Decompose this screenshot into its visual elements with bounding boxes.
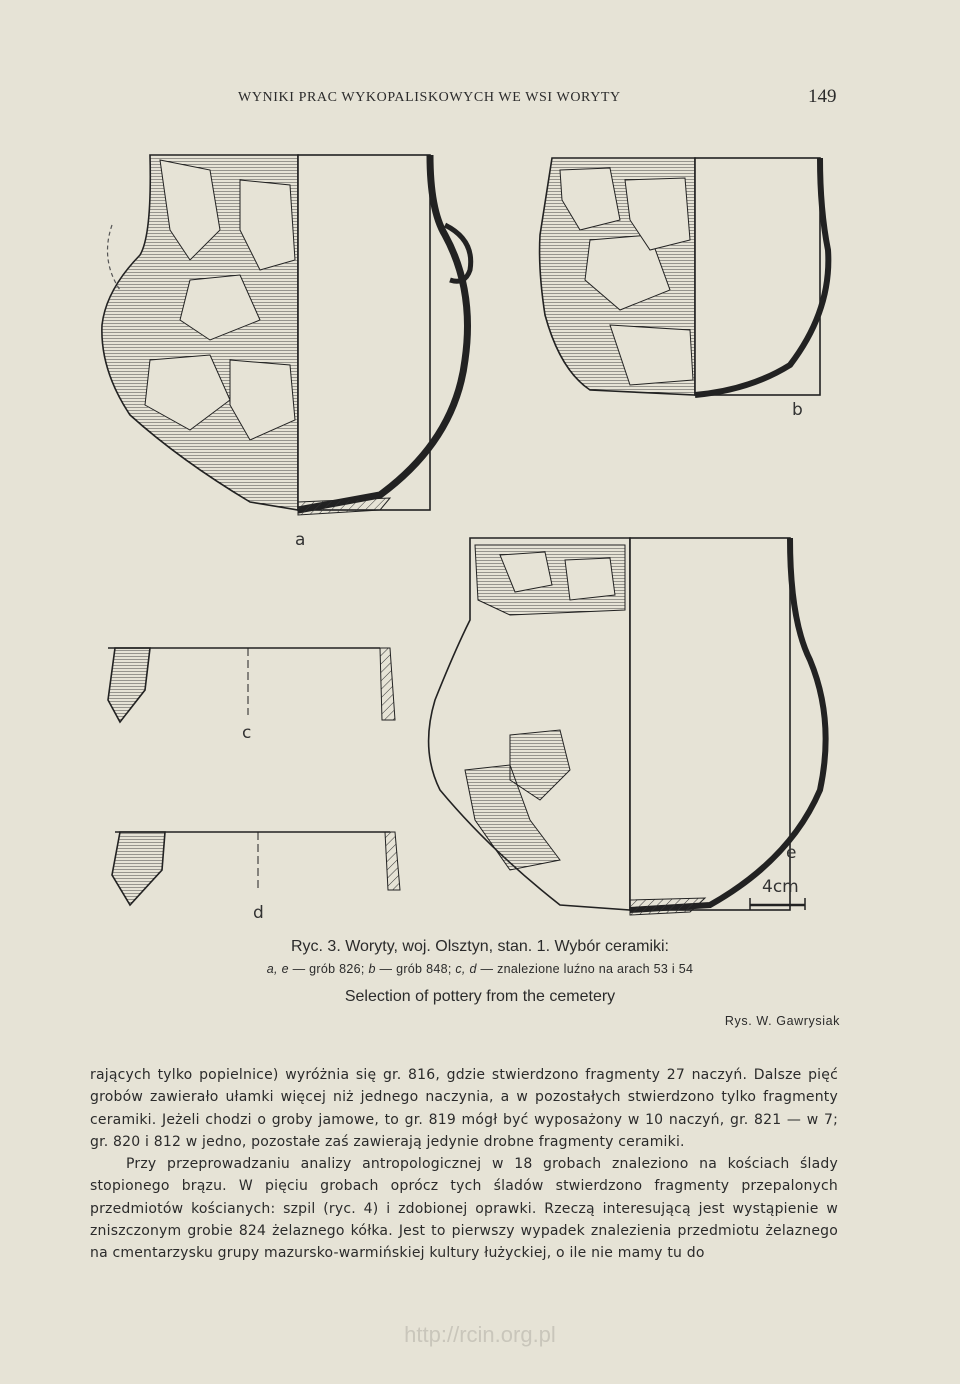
label-c: c xyxy=(242,723,252,743)
figure-caption xyxy=(0,938,960,1006)
body-text xyxy=(90,1064,838,1265)
vessel-a xyxy=(102,155,471,550)
label-d: d xyxy=(253,903,264,923)
page-number: 149 xyxy=(808,86,837,107)
label-e: e xyxy=(786,843,797,863)
running-title: WYNIKI PRAC WYKOPALISKOWYCH WE WSI WORYTY xyxy=(238,90,621,105)
caption-cd: c, d xyxy=(455,962,477,976)
paragraph-2: Przy przeprowadzaniu analizy antropologicznej w 18 grobach znaleziono na kościach ślady stopionego brązu. W pięciu grobach oprócz tych śladów stwierdzono fragmenty przepalonych przedmiotów kościanych: szpil (ryc. 4) i zdobionej oprawki. Rzeczą interesującą jest wystąpienie w zniszczonym grobie 824 żelaznego kółka. Jest to pierwszy wypadek znalezienia przedmiotu żelaznego na cmentarzysku grupy mazursko-warmińskiej kultury łużyckiej, o ile nie mamy tu do xyxy=(90,1156,838,1262)
pottery-figure xyxy=(90,140,850,930)
drawing-credit: Rys. W. Gawrysiak xyxy=(724,1014,840,1028)
label-a: a xyxy=(295,530,306,550)
caption-b: b xyxy=(368,962,376,976)
vessel-b xyxy=(540,158,829,420)
paragraph-1: rających tylko popielnice) wyróżnia się gr. 816, gdzie stwierdzono fragmenty 27 naczyń. Dalsze pięć grobów zawierało ułamki więcej niż jednego naczynia, a w pozostałych stwierdzono tylko fragmenty ceramiki. Jeżeli chodzi o groby jamowe, to gr. 819 mógł być wyposażony w 10 naczyń, gr. 821 — w 7; gr. 820 i 812 w jedno, pozostałe zaś zawierają jedynie drobne fragmenty ceramiki. xyxy=(90,1067,838,1150)
caption-cd-text: — znalezione luźno na arach 53 i 54 xyxy=(476,962,694,976)
label-b: b xyxy=(792,400,803,420)
watermark: http://rcin.org.pl xyxy=(404,1322,556,1347)
caption-line-3: Selection of pottery from the cemetery xyxy=(344,988,616,1005)
fragment-d xyxy=(112,832,400,923)
vessel-e xyxy=(429,538,826,915)
caption-ae: a, e xyxy=(266,962,289,976)
caption-b-text: — grób 848; xyxy=(375,962,456,976)
caption-line-1: Ryc. 3. Woryty, woj. Olsztyn, stan. 1. Wybór ceramiki: xyxy=(290,938,669,955)
fragment-c xyxy=(108,648,395,743)
caption-line-2 xyxy=(0,962,960,976)
caption-ae-text: — grób 826; xyxy=(288,962,369,976)
scale-label: 4cm xyxy=(762,877,799,897)
page-header xyxy=(0,86,960,110)
